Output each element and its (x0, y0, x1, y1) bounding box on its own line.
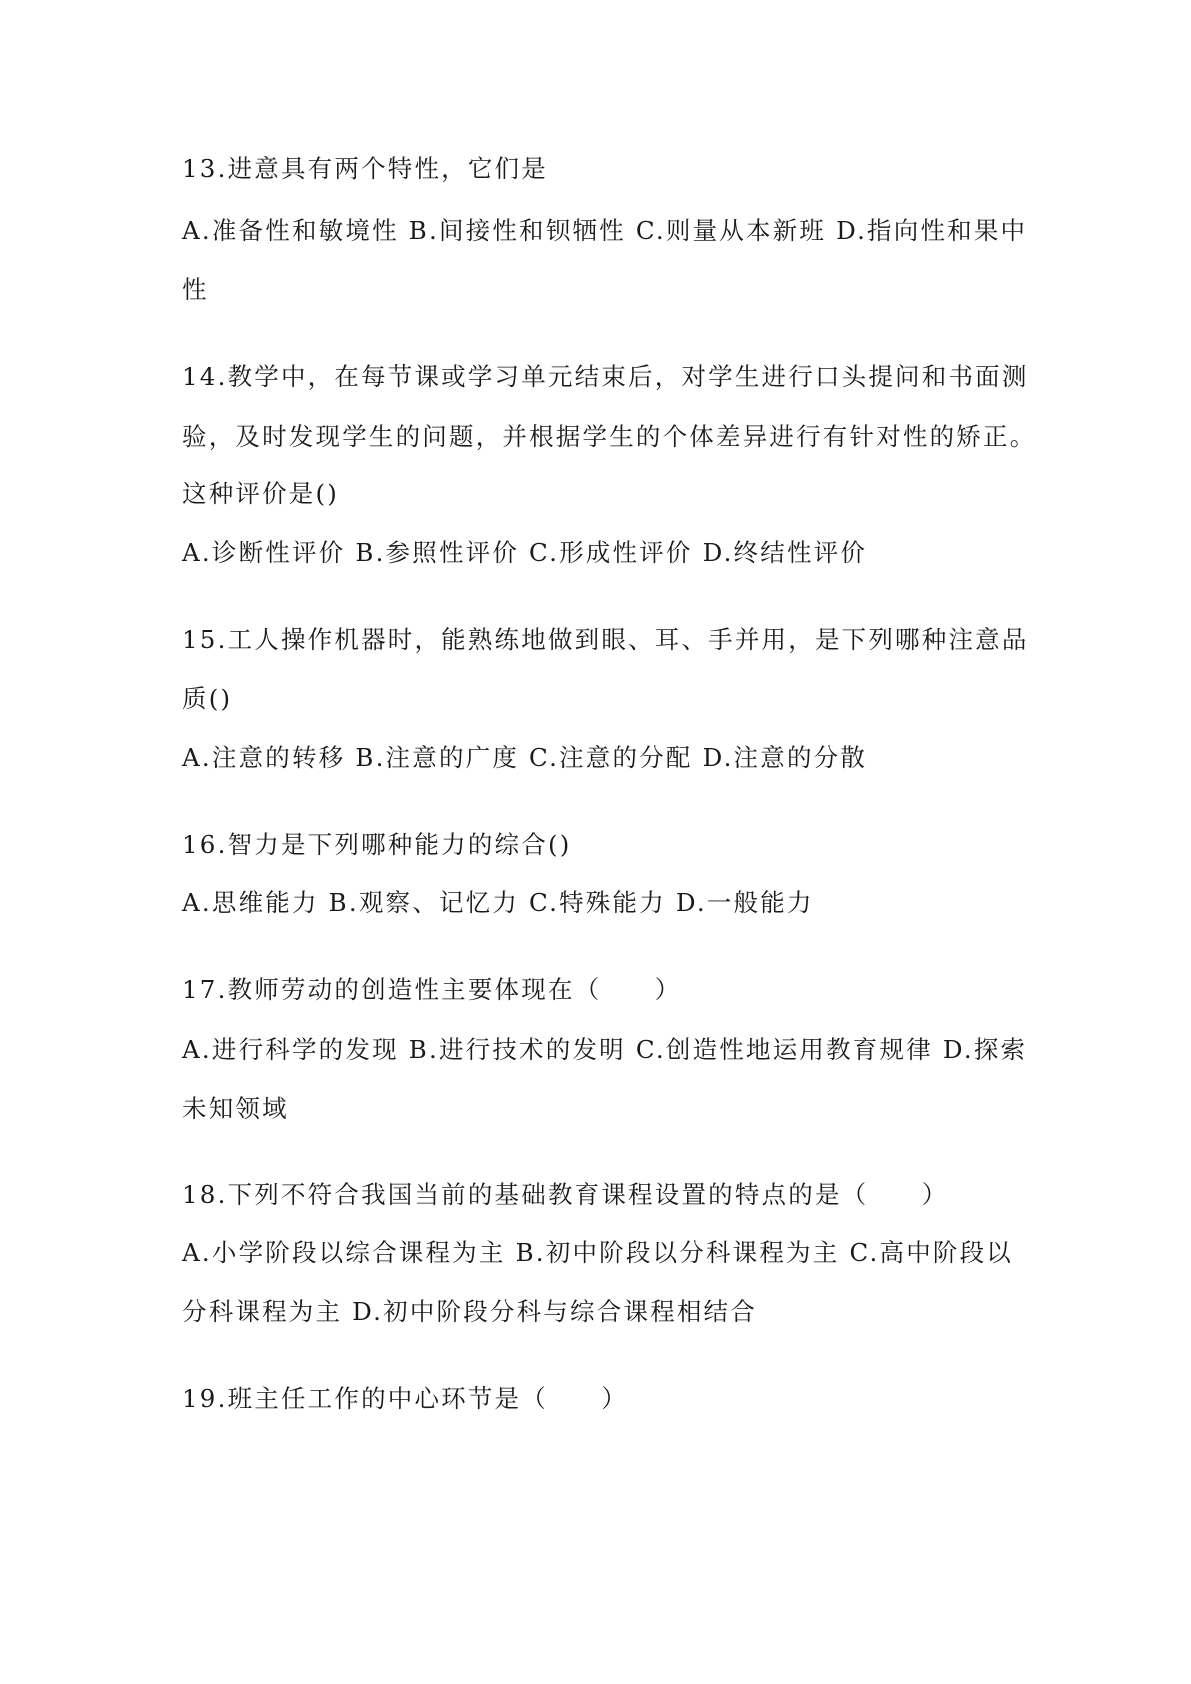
question-14-stem-end: 这种评价是() (182, 479, 340, 508)
question-13-stem: 13.进意具有两个特性，它们是 (182, 154, 548, 183)
question-17-options-cont: 未知领域 (182, 1094, 289, 1123)
question-16-options: A.思维能力 B.观察、记忆力 C.特殊能力 D.一般能力 (182, 888, 814, 917)
question-15-stem: 15.工人操作机器时，能熟练地做到眼、耳、手并用，是下列哪种注意品 (182, 625, 1029, 654)
question-13-options-cont: 性 (182, 275, 209, 304)
question-13-options: A.准备性和敏境性 B.间接性和钡牺性 C.则量从本新班 D.指向性和果中 (182, 216, 1028, 245)
question-19-stem: 19.班主任工作的中心环节是（ ） (182, 1384, 629, 1413)
question-14-options: A.诊断性评价 B.参照性评价 C.形成性评价 D.终结性评价 (182, 538, 868, 567)
question-16-stem: 16.智力是下列哪种能力的综合() (182, 830, 572, 859)
question-15-options: A.注意的转移 B.注意的广度 C.注意的分配 D.注意的分散 (182, 743, 868, 772)
question-17-stem: 17.教师劳动的创造性主要体现在（ ） (182, 975, 682, 1004)
question-18-options-cont: 分科课程为主 D.初中阶段分科与综合课程相结合 (182, 1297, 757, 1326)
question-14-stem-cont: 验，及时发现学生的问题，并根据学生的个体差异进行有针对性的矫正。 (182, 422, 1037, 451)
question-18-options: A.小学阶段以综合课程为主 B.初中阶段以分科课程为主 C.高中阶段以 (182, 1238, 1014, 1267)
question-17-options: A.进行科学的发现 B.进行技术的发明 C.创造性地运用教育规律 D.探索 (182, 1035, 1028, 1064)
question-18-stem: 18.下列不符合我国当前的基础教育课程设置的特点的是（ ） (182, 1180, 949, 1209)
question-15-stem-cont: 质() (182, 684, 233, 713)
question-14-stem: 14.教学中，在每节课或学习单元结束后，对学生进行口头提问和书面测 (182, 362, 1029, 391)
